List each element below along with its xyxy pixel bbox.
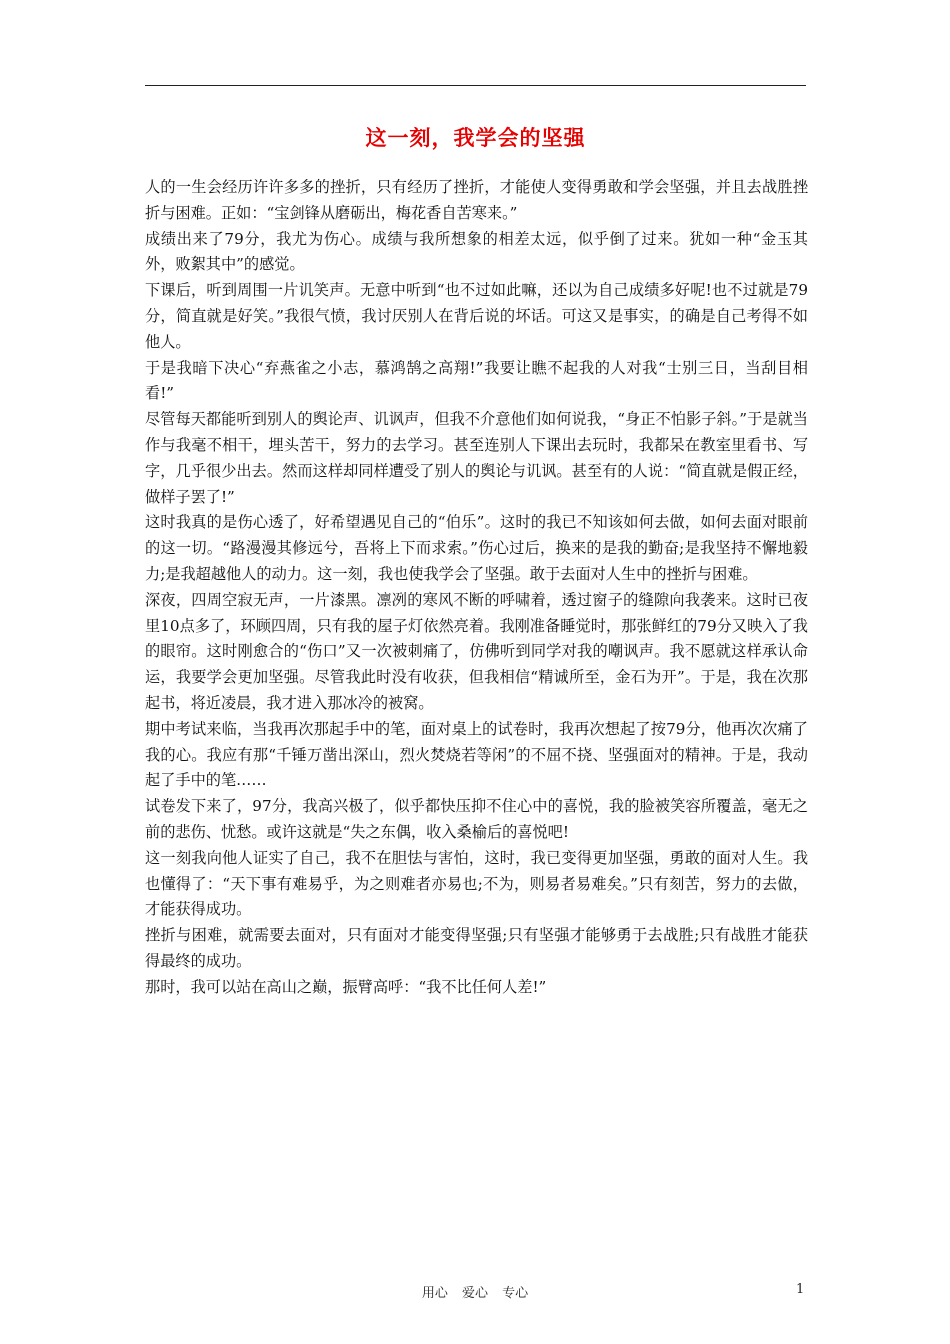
- document-body: [145, 175, 808, 1001]
- paragraph: 尽管每天都能听到别人的舆论声、讥讽声，但我不介意他们如何说我，“身正不怕影子斜。”于是就当作与我毫不相干，埋头苦干，努力的去学习。甚至连别人下课出去玩时，我都呆在教室里看书、写字，几乎很少出去。然而这样却同样遭受了别人的舆论与讥讽。甚至有的人说：“简直就是假正经，做样子罢了!”: [145, 410, 808, 506]
- paragraph: 那时，我可以站在高山之巅，振臂高呼：“我不比任何人差!”: [145, 977, 547, 996]
- paragraph: 于是我暗下决心“弃燕雀之小志，慕鸿鹄之高翔!”我要让瞧不起我的人对我“士别三日，当刮目相看!”: [145, 358, 808, 403]
- paragraph: 人的一生会经历许许多多的挫折，只有经历了挫折，才能使人变得勇敢和学会坚强，并且去战胜挫折与困难。正如：“宝剑锋从磨砺出，梅花香自苦寒来。”: [145, 178, 808, 222]
- paragraph: 这时我真的是伤心透了，好希望遇见自己的“伯乐”。这时的我已不知该如何去做，如何去面对眼前的这一切。“路漫漫其修远兮，吾将上下而求索。”伤心过后，换来的是我的勤奋;是我坚持不懈地毅力;是我超越他人的动力。这一刻，我也使我学会了坚强。敢于去面对人生中的挫折与困难。: [145, 513, 808, 583]
- footer-text: 用心: [421, 1286, 448, 1301]
- paragraph: 成绩出来了79分，我尤为伤心。成绩与我所想象的相差太远，似乎倒了过来。犹如一种“金玉其外，败絮其中”的感觉。: [145, 229, 808, 274]
- paragraph: 挫折与困难，就需要去面对，只有面对才能变得坚强;只有坚强才能够勇于去战胜;只有战胜才能获得最终的成功。: [145, 926, 808, 970]
- page-footer: [0, 1282, 950, 1301]
- paragraph: 这一刻我向他人证实了自己，我不在胆怯与害怕，这时，我已变得更加坚强，勇敢的面对人生。我也懂得了：“天下事有难易乎，为之则难者亦易也;不为，则易者易难矣。”只有刻苦，努力的去做，才能获得成功。: [145, 848, 808, 919]
- document-title: 这一刻，我学会的坚强: [365, 125, 586, 150]
- header-rule: [145, 85, 806, 86]
- paragraph: 期中考试来临，当我再次那起手中的笔，面对桌上的试卷时，我再次想起了按79分，他再次次痛了我的心。我应有那“千锤万凿出深山，烈火焚烧若等闲”的不屈不挠、坚强面对的精神。于是，我动起了手中的笔……: [145, 719, 808, 790]
- paragraph: 试卷发下来了，97分，我高兴极了，似乎都快压抑不住心中的喜悦，我的脸被笑容所覆盖，毫无之前的悲伤、忧愁。或许这就是“失之东偶，收入桑榆后的喜悦吧!: [145, 797, 808, 841]
- paragraph: 下课后，听到周围一片讥笑声。无意中听到“也不过如此嘛，还以为自己成绩多好呢!也不过就是79分，简直就是好笑。”我很气愤，我讨厌别人在背后说的坏话。可这又是事实，的确是自己考得不如他人。: [145, 281, 808, 351]
- paragraph: 深夜，四周空寂无声，一片漆黑。凛冽的寒风不断的呼啸着，透过窗子的缝隙向我袭来。这时已夜里10点多了，环顾四周，只有我的屋子灯依然亮着。我刚准备睡觉时，那张鲜红的79分又映入了我的眼帘。这时刚愈合的“伤口”又一次被刺痛了，仿佛听到同学对我的嘲讽声。我不愿就这样承认命运，我要学会更加坚强。尽管我此时没有收获，但我相信“精诚所至，金石为开”。于是，我在次那起书，将近凌晨，我才进入那冰冷的被窝。: [145, 590, 808, 712]
- footer-text: 爱心: [461, 1286, 488, 1301]
- page-number: 1: [796, 1282, 805, 1297]
- footer-text: 专心: [502, 1286, 529, 1301]
